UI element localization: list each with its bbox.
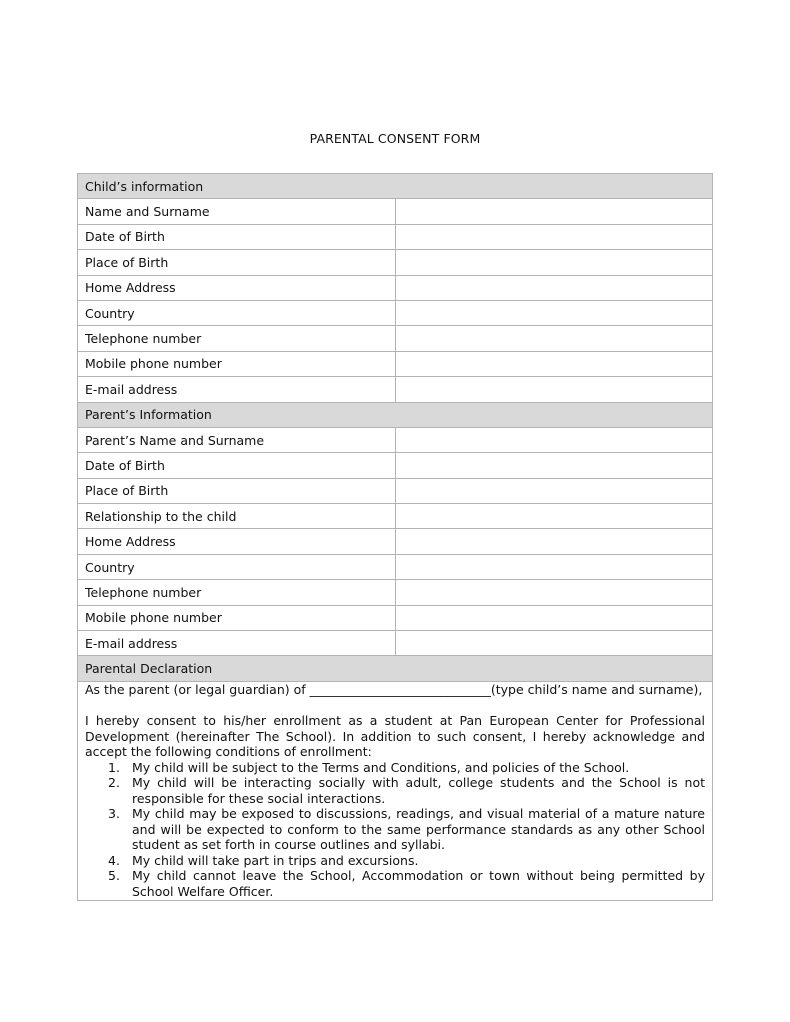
field-label: E-mail address — [78, 631, 396, 656]
section-header-declaration — [78, 656, 713, 681]
field-label: Mobile phone number — [78, 605, 396, 630]
form-row — [78, 605, 713, 630]
form-row — [78, 580, 713, 605]
form-row — [78, 300, 713, 325]
condition-text: My child cannot leave the School, Accommodation or town without being permitted by School Welfare Officer. — [132, 868, 705, 899]
form-row — [78, 529, 713, 554]
field-label: Place of Birth — [78, 478, 396, 503]
consent-form-table — [77, 173, 713, 901]
list-number: 1. — [108, 759, 120, 775]
declaration-body — [78, 681, 713, 901]
form-row — [78, 427, 713, 452]
parent-pob-input[interactable] — [395, 478, 713, 503]
form-row — [78, 351, 713, 376]
section-header-child — [78, 174, 713, 199]
declaration-row — [78, 681, 713, 901]
parent-mobile-input[interactable] — [395, 605, 713, 630]
page-title: PARENTAL CONSENT FORM — [309, 131, 481, 146]
parent-telephone-input[interactable] — [395, 580, 713, 605]
field-label: Date of Birth — [78, 224, 396, 249]
field-label: Name and Surname — [78, 199, 396, 224]
child-pob-input[interactable] — [395, 250, 713, 275]
child-dob-input[interactable] — [395, 224, 713, 249]
child-section-heading: Child’s information — [78, 174, 713, 199]
declaration-consent: I hereby consent to his/her enrollment as a student at Pan European Center for Professional Development (hereinafter The School). In addition to such consent, I hereby acknowledge and accept the following conditions of enrollment: — [85, 713, 705, 760]
form-row — [78, 326, 713, 351]
field-label: Parent’s Name and Surname — [78, 427, 396, 452]
field-label: Mobile phone number — [78, 351, 396, 376]
list-item — [85, 775, 705, 806]
parent-address-input[interactable] — [395, 529, 713, 554]
condition-text: My child may be exposed to discussions, readings, and visual material of a mature nature and will be expected to conform to the same performance standards as any other School student as set forth in course outlines and syllabi. — [132, 806, 705, 853]
child-email-input[interactable] — [395, 377, 713, 402]
form-row — [78, 199, 713, 224]
list-number: 2. — [108, 775, 120, 791]
condition-text: My child will be interacting socially with adult, college students and the School is not responsible for these social interactions. — [132, 775, 705, 806]
declaration-intro: As the parent (or legal guardian) of _____________________________(type child’s name and surname), — [85, 681, 703, 697]
form-row — [78, 250, 713, 275]
form-row — [78, 631, 713, 656]
child-name-input[interactable] — [395, 199, 713, 224]
parent-relationship-input[interactable] — [395, 504, 713, 529]
condition-text: My child will be subject to the Terms and Conditions, and policies of the School. — [132, 759, 630, 775]
form-row — [78, 478, 713, 503]
conditions-list — [85, 760, 705, 901]
form-row — [78, 275, 713, 300]
declaration-heading: Parental Declaration — [78, 656, 713, 681]
list-number: 5. — [108, 868, 120, 884]
list-number: 3. — [108, 806, 120, 822]
child-telephone-input[interactable] — [395, 326, 713, 351]
field-label: E-mail address — [78, 377, 396, 402]
child-mobile-input[interactable] — [395, 351, 713, 376]
parent-country-input[interactable] — [395, 554, 713, 579]
child-address-input[interactable] — [395, 275, 713, 300]
field-label: Country — [78, 300, 396, 325]
field-label: Relationship to the child — [78, 504, 396, 529]
field-label: Telephone number — [78, 326, 396, 351]
list-item — [85, 868, 705, 899]
list-number: 4. — [108, 852, 120, 868]
child-country-input[interactable] — [395, 300, 713, 325]
field-label: Telephone number — [78, 580, 396, 605]
field-label: Home Address — [78, 275, 396, 300]
form-row — [78, 504, 713, 529]
field-label: Date of Birth — [78, 453, 396, 478]
field-label: Home Address — [78, 529, 396, 554]
form-row — [78, 554, 713, 579]
form-row — [78, 453, 713, 478]
list-item — [85, 853, 705, 869]
parent-dob-input[interactable] — [395, 453, 713, 478]
form-row — [78, 377, 713, 402]
parent-section-heading: Parent’s Information — [78, 402, 713, 427]
list-item — [85, 806, 705, 853]
parent-name-input[interactable] — [395, 427, 713, 452]
field-label: Country — [78, 554, 396, 579]
parent-email-input[interactable] — [395, 631, 713, 656]
field-label: Place of Birth — [78, 250, 396, 275]
list-item — [85, 760, 705, 776]
section-header-parent — [78, 402, 713, 427]
form-row — [78, 224, 713, 249]
condition-text: My child will take part in trips and excursions. — [132, 852, 419, 868]
